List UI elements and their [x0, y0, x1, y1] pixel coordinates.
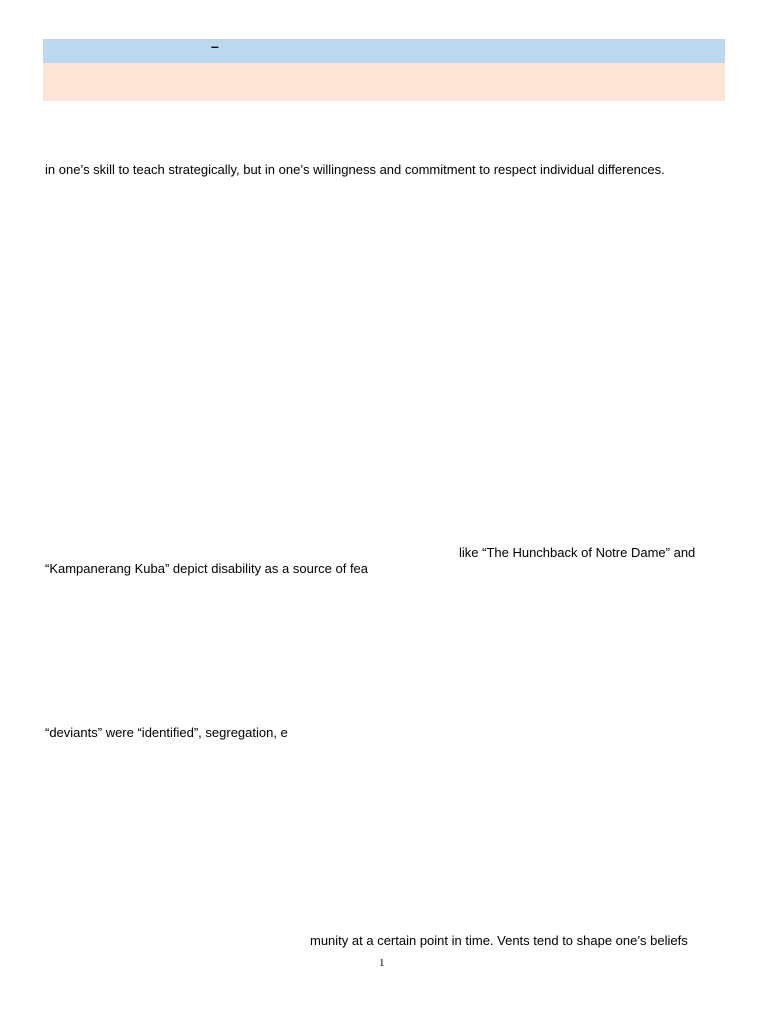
body-text-line: munity at a certain point in time. Vents tend to shape one’s beliefs — [310, 933, 688, 948]
page-number: 1 — [379, 957, 385, 969]
body-text-line: in one’s skill to teach strategically, but in one’s willingness and commitment to respect individual differences. — [45, 162, 665, 177]
body-text-line: “deviants” were “identified”, segregation, e — [45, 725, 288, 740]
header-band-blue — [43, 39, 725, 63]
header-dash: – — [211, 38, 219, 54]
header-band-peach — [43, 63, 725, 101]
body-text-line: like “The Hunchback of Notre Dame” and — [459, 545, 696, 560]
body-text-line: “Kampanerang Kuba” depict disability as a source of fea — [45, 561, 369, 576]
